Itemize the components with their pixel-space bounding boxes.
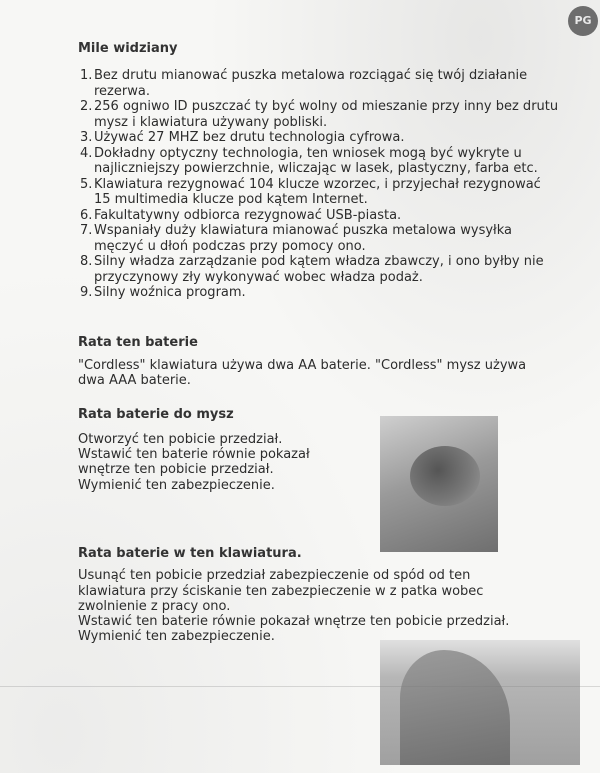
keyboard-battery-step: klawiatura przy ściskanie ten zabezpieczenie w z patka wobec <box>78 584 484 599</box>
page-fold <box>0 686 600 687</box>
mouse-battery-step: Wymienić ten zabezpieczenie. <box>78 478 275 493</box>
list-item: 4. Dokładny optyczny technologia, ten wniosek mogą być wykryte u najliczniejszy powierzchnie, wliczając w lasek, plastyczny, farba etc. <box>80 145 538 176</box>
keyboard-battery-photo <box>380 640 580 765</box>
mouse-battery-step: wnętrze ten pobicie przedział. <box>78 462 274 477</box>
list-item: 9. Silny woźnica program. <box>80 285 246 300</box>
list-item: 5. Klawiatura rezygnować 104 klucze wzorzec, i przyjechał rezygnować 15 multimedia klucze pod kątem Internet. <box>80 176 541 207</box>
mouse-battery-photo <box>380 416 498 552</box>
battery-rate-text: "Cordless" klawiatura używa dwa AA baterie. "Cordless" mysz używa dwa AAA baterie. <box>78 358 527 388</box>
battery-rate-title: Rata ten baterie <box>78 335 198 350</box>
features-title: Mile widziany <box>78 41 178 56</box>
mouse-battery-step: Otworzyć ten pobicie przedział. <box>78 432 283 447</box>
page-corner-mark: PG <box>568 6 598 36</box>
keyboard-battery-step: zwolnienie z pracy ono. <box>78 599 231 614</box>
keyboard-battery-step: Usunąć ten pobicie przedział zabezpieczenie od spód od ten <box>78 568 471 583</box>
list-item: 6. Fakultatywny odbiorca rezygnować USB-piasta. <box>80 207 402 223</box>
list-item: 3. Używać 27 MHZ bez drutu technologia cyfrowa. <box>80 130 405 145</box>
keyboard-battery-step: Wymienić ten zabezpieczenie. <box>78 629 275 644</box>
features-list <box>66 68 560 301</box>
mouse-battery-step: Wstawić ten baterie równie pokazał <box>78 447 310 462</box>
mouse-battery-title: Rata baterie do mysz <box>78 407 234 422</box>
list-item: 2. 256 ogniwo ID puszczać ty być wolny od mieszanie przy inny bez drutu mysz i klawiatura używany pobliski. <box>80 99 559 130</box>
keyboard-battery-step: Wstawić ten baterie równie pokazał wnętrze ten pobicie przedział. <box>78 614 510 629</box>
list-item: 7. Wspaniały duży klawiatura mianować puszka metalowa wysyłka męczyć u dłoń podczas przy pomocy ono. <box>80 223 512 254</box>
keyboard-battery-title: Rata baterie w ten klawiatura. <box>78 546 302 561</box>
list-item: 8. Silny władza zarządzanie pod kątem władza zbawczy, i ono byłby nie przyczynowy zły wykonywać wobec władza podaż. <box>80 254 544 285</box>
list-item: 1. Bez drutu mianować puszka metalowa rozciągać się twój działanie rezerwa. <box>80 68 528 99</box>
